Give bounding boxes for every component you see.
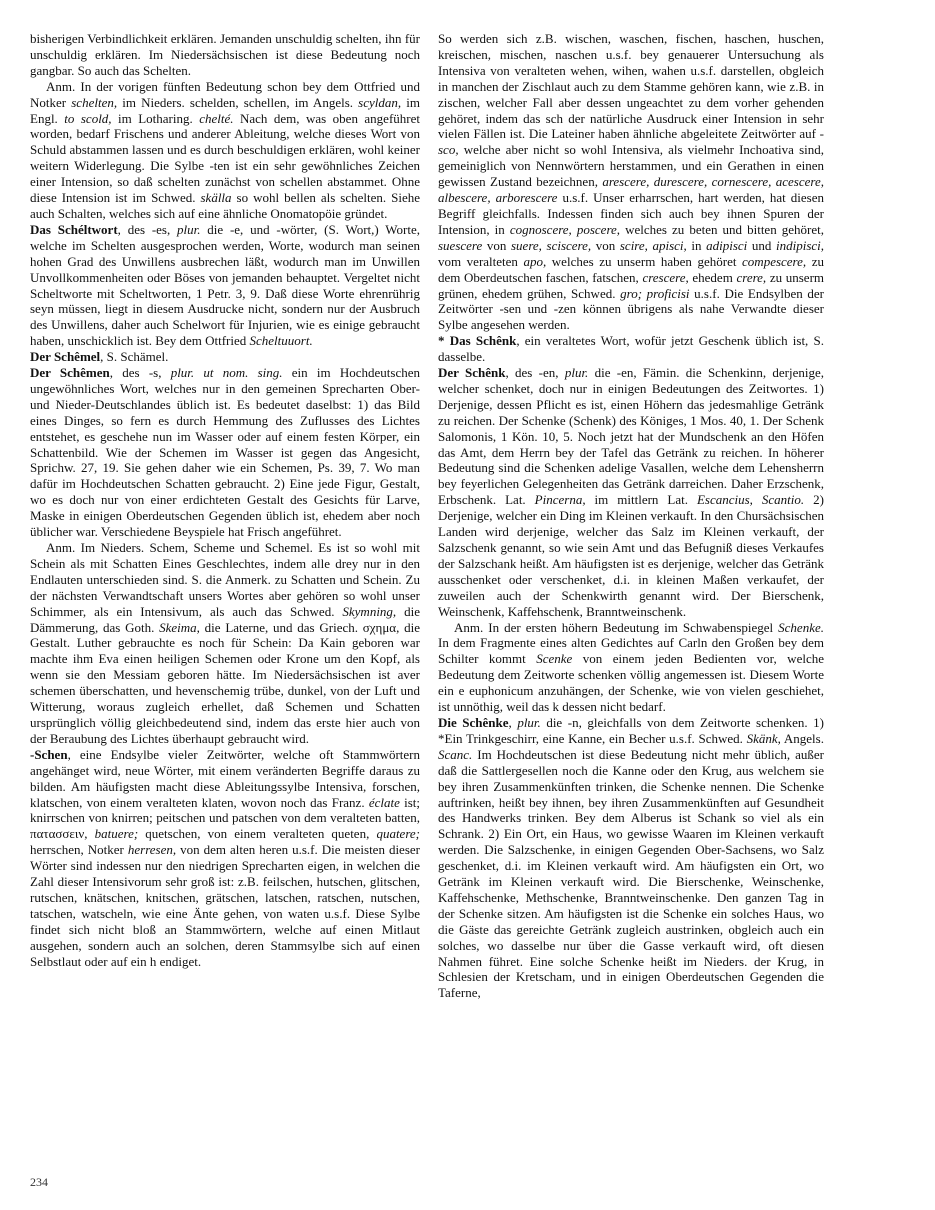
entry-schemen: Der Schêmen, des -s, plur. ut nom. sing. ein im Hochdeutschen ungewöhnliches Wort, welches nur in den gemeinen Sprecharten Ober- und Nieder-Deutschlandes üblich ist. Es bedeutet daselbst: 1) das Bild eines Dinges, so fern es durch Hemmung des Zuflusses des Lichtes entstehet, es geschehe nun im Wasser oder auf einem festen Körper, ein Schattenbild. Wie der Schemen im Wasser ist gegen das Angesicht, Sprichw. 27, 19. Sie gehen daher wie ein Schemen, Ps. 39, 7. Wo man dafür im Hochdeutschen Schatten gebraucht. 2) Eine jede Figur, Gestalt, wo es doch nur von einer erdichteten Gestalt des Gesichts für Larve, Maske in einigen Oberdeutschen Gegenden üblich ist, ehedem aber noch üblicher war. Verschiedene Beyspiele hat Frisch angeführet.	[30, 365, 420, 540]
annotation-schemen: Anm. Im Nieders. Schem, Scheme und Schemel. Es ist so wohl mit Schein als mit Schatten Eines Geschlechtes, indem alle drey nur in den Endlauten unterschieden sind. S. die Anmerk. zu Schatten und Schein. Zu der nächsten Verwandtschaft unsers Wortes aber gehören so wohl unser Schimmer, als ein Intensivum, als auch das Schwed. Skymning, die Dämmerung, das Goth. Skeima, die Laterne, und das Griech. σχημα, die Gestalt. Luther gebrauchte es noch für Schein: Da Kain geboren war machte ihm Eva einen heiligen Schemen oder Krone um den Kopf, als wenn sie den Messiam geboren hätte. Im Niedersächsischen ist aver schemen überschatten, und hevenschemig trübe, dunkel, von der Luft und Witterung, woraus zugleich erhellet, daß Schemen und Schatten ursprünglich völlig gleichbedeutend sind, indem das erste hier auch von der Beraubung des Lichtes überhaupt gebraucht wird.	[30, 540, 421, 746]
headword: Das Schéltwort	[30, 221, 118, 237]
annotation-schenk: Anm. In der ersten höhern Bedeutung im Schwabenspiegel Schenke. In dem Fragmente eines alten Gedichtes auf Carln den Großen bey dem Schilter kommt Scenke von einem jeden Bedienten vor, welche Bedeutung dem Zeitworte schenken völlig angemessen ist. Diesem Worte ein e euphonicum anzuhängen, der Schenke, wie von vielen geschiehet, ist unnöthig, weil das k dessen nicht bedarf.	[438, 619, 824, 715]
entry-das-schenk: * Das Schênk, ein veraltetes Wort, wofür jetzt Geschenk üblich ist, S. dasselbe.	[438, 333, 824, 365]
left-column	[30, 31, 420, 969]
headword: Der Schênk	[438, 365, 506, 381]
page-number: 234	[30, 1175, 48, 1189]
entry-schemel: Der Schêmel, S. Schämel.	[30, 349, 169, 365]
headword: * Das Schênk	[438, 333, 517, 349]
entry-die-schenke: Die Schênke, plur. die -n, gleichfalls von dem Zeitworte schenken. 1) *Ein Trinkgeschirr, eine Kanne, ein Becher u.s.f. Schwed. Skänk, Angels. Scanc. Im Hochdeutschen ist diese Bedeutung nicht mehr üblich, außer daß die Sattlergesellen noch die Kanne oder den Krug, aus welchem sie bey ihren Zusammenkünften trinken, die Schenke nennen. Die Schenke auftrinken, heißt bey ihnen, bey ihren Zusammenkünften auf Gesundheit des Handwerks trinken. Bey dem Alberus ist Schank so viel als ein Schrank. 2) Ein Ort, ein Haus, wo gewisse Waaren im Kleinen verkauft werden. Die Salzschenke, in einigen Gegenden Ober-Sachsens, wo Salz geschenket, d.i. im Kleinen verkauft wird. Am häufigsten ein Ort, wo Getränk im Kleinen verkauft wird. Die Bierschenke, Weinschenke, Kaffehschenke, Methschenke, Branntweinschenke. Den ganzen Tag in der Schenke sitzen. Am häufigsten ist die Schenke ein solches Haus, wo die Gäste das gereichte Getränk zugleich austrinken, obgleich auch ein solches, wo dasselbe nur über die Gasse verkauft wird, oft diesen Nahmen führet. Eine solche Schenke heißt im Nieders. der Krug, in Schlesien der Kretscham, und in einigen Oberdeutschen Gegenden die Taferne,	[438, 714, 824, 1001]
headword: -Schen	[30, 746, 68, 762]
entry-scheltwort: Das Schéltwort, des -es, plur. die -e, und -wörter, (S. Wort,) Worte, welche im Schelten ausgesprochen werden, Worte, wodurch man seinen hohen Grad des Unwillens ausbrechen läßt, wodurch man im Unwillen Unvollkommenheiten oder Böses von jemanden behauptet. Vergeltet nicht Scheltworte mit Scheltworten, 1 Petr. 3, 9. Daß diese Worte ehrenrührig seyn müssen, liegt in diesem Ausdrucke nicht, sondern nur der Ausbruch des Unwillens, daher auch Schelwort für Injurien, wie es einige gebraucht haben, unschicklich ist. Bey dem Ottfried Scheltuuort.	[30, 221, 420, 349]
headword: Der Schêmel	[30, 349, 101, 365]
entry-der-schenk: Der Schênk, des -en, plur. die -en, Fämin. die Schenkinn, derjenige, welcher schenket, doch nur in einigen Bedeutungen des Zeitwortes. 1) Derjenige, dessen Pflicht es ist, einen Höhern das jedesmahlige Getränk zu reichen. Der Schenke (Schenk) des Königes, 1 Mos. 40, 1. Der Schenk Salomonis, 1 Kön. 10, 5. Noch jetzt hat der Mundschenk an den Höfen das Amt, dem Herrn bey der Tafel das Getränk zu reichen. In höherer Bedeutung sind die Schenken adelige Vasallen, welche dem Lehensherrn bey feyerlichen Gelegenheiten das Getränk darreichen. Daher Erzschenk, Erbschenk. Lat. Pincerna, im mittlern Lat. Escancius, Scantio. 2) Derjenige, welcher ein Ding im Kleinen verkauft. In den Chursächsischen Landen wird derjenige, welcher das Salz im Kleinen verkauft, der Salzschenk genannt, so wie sein Amt und das Befugniß dieses Verkaufes der Salzschank heißt. Am häufigsten ist es derjenige, welcher das Getränk ausschenket oder verschenket, d.i. in kleinen Maßen verkaufet, der zuweilen auch der Schenkwirth genannt wird. Der Bierschenk, Weinschenk, Kaffehschenk, Branntweinschenk.	[438, 365, 824, 619]
headword: Die Schênke	[438, 714, 509, 730]
headword: Der Schêmen	[30, 365, 110, 381]
entry-schen-suffix: -Schen, eine Endsylbe vieler Zeitwörter, welche oft Stammwörtern angehänget wird, neue Wörter, mit einem veränderten Begriffe daraus zu bilden. Am häufigsten macht diese Ableitungssylbe Intensiva, forschen, klatschen, von einem veralteten klaten, wovon noch das Franz. éclate ist; knirrschen von knirren; peitschen und patschen von dem veralteten batten, πατασσειν, batuere; quetschen, von einem veralteten queten, quatere; herrschen, Notker herresen, von dem alten heren u.s.f. Die meisten dieser Wörter sind indessen nur den niedrigen Sprecharten eigen, in welchen die Zahl dieser Intensivorum sehr groß ist: z.B. feilschen, hutschen, glitschen, rutschen, knätschen, knitschen, grätschen, latschen, ratschen, nutschen, tatschen, watscheln, wie eine Änte gehen, von waten u.s.f. Diese Sylbe findet sich nicht bloß an Stammwörtern, welche auf einen Mitlaut ausgehen, sondern auch an solchen, deren Stammsylbe sich auf einen Selbstlaut oder auf ein h endiget.	[30, 746, 420, 969]
annotation-schelten: Anm. In der vorigen fünften Bedeutung schon bey dem Ottfried und Notker schelten, im Nieders. schelden, schellen, im Angels. scyldan, im Engl. to scold, im Lotharing. chelté. Nach dem, was oben angeführet worden, bedarf Frischens und anderer Ableitung, welche dieses Wort von Schuld abstammen lassen und es durch beschuldigen erklären, wohl keiner weitern Widerlegung. Die Sylbe -ten ist ein sehr gewöhnliches Zeichen einer Intension, so daß schelten zunächst von schellen abstammet. Ohne diese Intension ist im Schwed. skälla so wohl bellen als schelten. Siehe auch Schalten, welches sich auf eine ähnliche Onomatopöie gründet.	[30, 78, 420, 221]
paragraph-continuation: bisherigen Verbindlichkeit erklären. Jemanden unschuldig schelten, ihn für unschuldig erklären. Im Niedersächsischen ist diese Bedeutung noch gangbar. So auch das Schelten.	[30, 31, 420, 78]
paragraph-continuation: So werden sich z.B. wischen, waschen, fischen, haschen, huschen, kreischen, mischen, naschen u.s.f. bey genauerer Untersuchung als Intensiva von veralteten wehen, wihen, wahen u.s.f. darstellen, obgleich in manchen der Zischlaut auch zu dem Stamme gehören kann, wie z.B. in zischen, welcher Fall aber dessen ungeachtet zu dem vorher gehenden gehöret, indem das sch der natürliche Ausdruck einer Intension in sehr vielen Fällen ist. Die Lateiner haben ähnliche abgeleitete Zeitwörter auf -sco, welche aber nicht so wohl Intensiva, als vielmehr Inchoativa sind, gemeiniglich von Nennwörtern herstammen, und ein Gerathen in einen gewissen Zustand bezeichnen, arescere, durescere, cornescere, acescere, albescere, arborescere u.s.f. Unser erharrschen, hart werden, hat diesen Begriff gleichfalls. Indessen finden sich auch bey ihnen Spuren der Intension, in cognoscere, poscere, welches zu beten und bitten gehöret, suescere von suere, sciscere, von scire, apisci, in adipisci und indipisci, vom veralteten apo, welches zu unserm haben gehöret compescere, zu dem Oberdeutschen faschen, fatschen, crescere, ehedem crere, zu unserm grünen, ehedem grühen, Schwed. gro; proficisi u.s.f. Die Endsylben der Zeitwörter -sen und -zen können übrigens als nahe Verwandte dieser Sylbe angesehen werden.	[438, 31, 825, 333]
right-column	[438, 31, 824, 1001]
